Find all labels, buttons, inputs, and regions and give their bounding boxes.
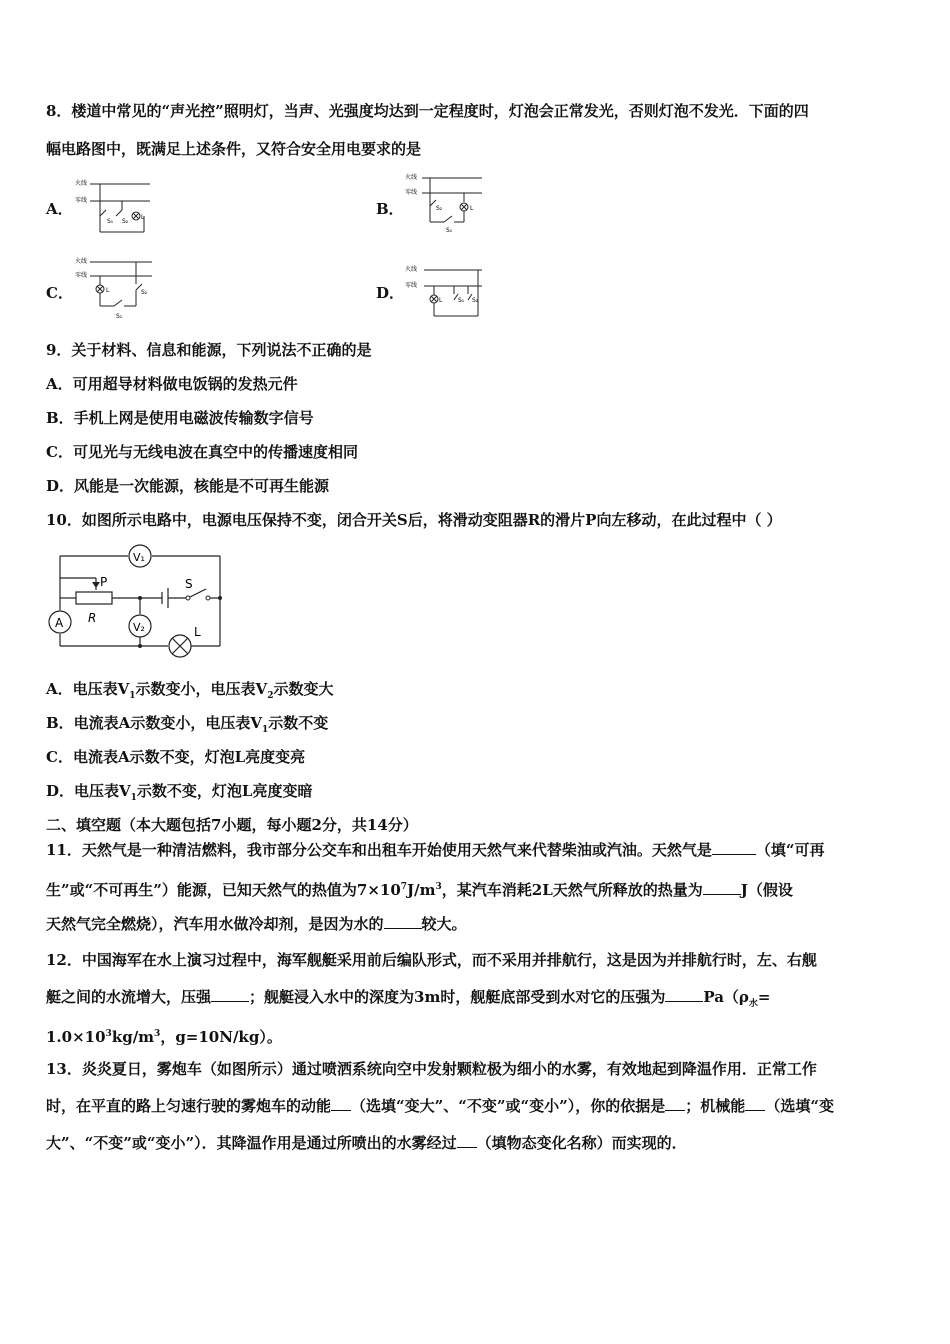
rheostat-icon [76, 592, 112, 604]
svg-text:S₁: S₁ [458, 297, 465, 304]
q10-option-c: C．电流表A示数不变，灯泡L亮度变亮 [46, 748, 306, 766]
q8-stem-line2: 幅电路图中，既满足上述条件，又符合安全用电要求的是 [46, 140, 422, 158]
q12-line2: 艇之间的水流增大，压强 ；舰艇浸入水中的深度为3m时，舰艇底部受到水对它的压强为 $Pa(\rho_水=$ [46, 988, 771, 1009]
r-label: R [88, 611, 97, 625]
svg-text:火线: 火线 [405, 174, 418, 181]
q13-line2: 时，在平直的路上匀速行驶的雾炮车的动能 （选填“变大”、“不变”或“变小”），你的依据是 ；机械能 （选填“变 [46, 1097, 834, 1115]
q8-option-c: C． [46, 284, 73, 302]
a-label: A [55, 616, 64, 630]
q13-blank-4[interactable] [457, 1133, 477, 1148]
q10-option-d: D．电压表$V_1$示数不变，灯泡L亮度变暗 [46, 782, 313, 803]
s2-label: S₂ [122, 218, 129, 225]
q10-circuit [44, 542, 224, 666]
svg-text:S₂: S₂ [472, 297, 479, 304]
q11-blank-1[interactable] [712, 840, 756, 855]
q8-circuit-b [402, 170, 484, 236]
q11-line2: 生”或“不可再生”）能源，已知天然气的热值为$7\times 10^7J/m^3$，某汽车消耗2L天然气所释放的热量为 J（假设 [46, 881, 793, 899]
svg-text:零线: 零线 [405, 282, 418, 289]
section2-heading: 二、填空题（本大题包括7小题，每小题2分，共14分） [46, 816, 418, 834]
q11-line3: 天然气完全燃烧），汽车用水做冷却剂，是因为水的 较大。 [46, 915, 467, 933]
svg-text:S₂: S₂ [141, 289, 148, 296]
q13-blank-3[interactable] [745, 1096, 765, 1111]
lamp-label: L [141, 214, 145, 221]
q11-blank-3[interactable] [384, 914, 422, 929]
q8-circuit-a [72, 176, 152, 238]
q10-option-b: B．电流表A示数变小，电压表$V_1$示数不变 [46, 714, 329, 735]
svg-text:火线: 火线 [405, 266, 418, 273]
q13-line3: 大”、“不变”或“变小”）．其降温作用是通过所喷出的水雾经过 （填物态变化名称）而实现的． [46, 1134, 687, 1152]
q13-line1: 13．炎炎夏日，雾炮车（如图所示）通过喷洒系统向空中发射颗粒极为细小的水雾，有效地起到降温作用．正常工作 [46, 1060, 817, 1078]
q10-option-a: A．电压表$V_1$示数变小，电压表$V_2$示数变大 [46, 680, 334, 701]
svg-text:火线: 火线 [75, 258, 88, 265]
q8-circuit-d [402, 262, 484, 322]
svg-text:L: L [470, 205, 474, 212]
svg-text:L: L [439, 297, 443, 304]
live-wire-label: 火线 [75, 180, 88, 187]
q9-option-d: D．风能是一次能源，核能是不可再生能源 [46, 477, 330, 495]
q12-line1: 12．中国海军在水上演习过程中，海军舰艇采用前后编队形式，而不采用并排航行，这是因为并排航行时，左、右舰 [46, 951, 817, 969]
l-label: L [194, 625, 201, 639]
v1-label: V₁ [133, 551, 145, 564]
q8-option-d: D． [376, 284, 405, 302]
q9-option-c: C．可见光与无线电波在真空中的传播速度相同 [46, 443, 358, 461]
q9-option-a: A．可用超导材料做电饭锅的发热元件 [46, 375, 298, 393]
p-label: P [100, 575, 108, 589]
q9-option-b: B．手机上网是使用电磁波传输数字信号 [46, 409, 314, 427]
q11-line1: 11．天然气是一种清洁燃料，我市部分公交车和出租车开始使用天然气来代替柴油或汽油。天然气是 （填“可再 [46, 841, 825, 859]
q12-blank-2[interactable] [665, 987, 703, 1002]
v2-label: V₂ [133, 621, 145, 634]
q8-circuit-c [72, 254, 154, 322]
svg-text:S₁: S₁ [116, 313, 123, 320]
q12-line3: $1.0\times 10^3kg/m^3$，g=10N/kg）。 [46, 1028, 282, 1046]
q12-blank-1[interactable] [211, 987, 249, 1002]
svg-text:L: L [106, 287, 110, 294]
q11-blank-2[interactable] [703, 880, 741, 895]
svg-text:S₂: S₂ [436, 205, 443, 212]
svg-text:零线: 零线 [405, 189, 418, 196]
q8-option-b: B． [376, 200, 404, 218]
q9-stem: 9．关于材料、信息和能源，下列说法不正确的是 [46, 341, 372, 359]
q13-blank-1[interactable] [331, 1096, 351, 1111]
q13-blank-2[interactable] [665, 1096, 685, 1111]
s1-label: S₁ [107, 218, 114, 225]
svg-text:零线: 零线 [75, 272, 88, 279]
svg-text:S₁: S₁ [446, 227, 453, 234]
neutral-wire-label: 零线 [75, 197, 88, 204]
s-label: S [185, 577, 193, 591]
q10-stem: 10．如图所示电路中，电源电压保持不变，闭合开关S后，将滑动变阻器R的滑片P向左移动，在此过程中（ ） [46, 511, 782, 529]
q8-stem-line1: 8．楼道中常见的“声光控”照明灯，当声、光强度均达到一定程度时，灯泡会正常发光，否则灯泡不发光．下面的四 [46, 102, 809, 120]
q8-option-a: A． [46, 200, 73, 218]
